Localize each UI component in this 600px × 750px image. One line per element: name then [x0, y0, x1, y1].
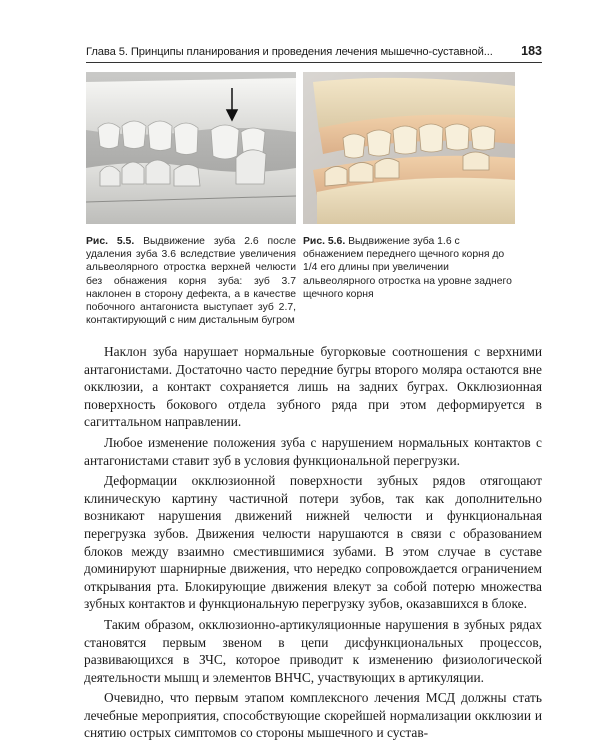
figure-5-5-label: Рис. 5.5. — [86, 236, 135, 247]
chapter-title: Глава 5. Принципы планирования и проведения лечения мышечно-суставной... — [86, 46, 493, 58]
paragraph: Любое изменение положения зуба с нарушением нормальных контактов с антагонистами ставит зуб в условия функциональной перегрузки. — [84, 434, 542, 468]
body-text — [84, 343, 542, 745]
running-header — [86, 42, 542, 63]
page-number: 183 — [521, 44, 542, 58]
figure-5-6-caption-text: Выдвижение зуба 1.6 с обнажением переднего щечного корня до 1/4 его длины при увеличении альвеолярного отростка на уровне заднего щечного корня — [303, 236, 512, 300]
figure-5-6-label: Рис. 5.6. — [303, 236, 346, 247]
figure-5-6-caption — [303, 235, 515, 301]
figure-5-5-photo — [86, 72, 296, 224]
figure-5-5-caption — [86, 235, 296, 327]
paragraph: Деформации окклюзионной поверхности зубных рядов отягощают клиническую картину частичной потери зубов, так как дополнительно возникают нарушения движений нижней челюсти и функциональная перегрузка зубов. Движения челюсти нарушаются в связи с образованием блоков между взаимно сместившимися зубами. В этом случае в суставе доминируют шарнирные движения, что нередко сопровождается ограничением открывания рта. Блокирующие движения влекут за собой потерю множества зубных контактов и функциональную перегрузку зубов, оказавшихся в блоке. — [84, 473, 542, 612]
figure-5-5-caption-text: Выдвижение зуба 2.6 после удаления зуба 3.6 вследствие увеличения альвеолярного отростка верхней челюсти без обнажения корня зуба: зуб 3.7 наклонен в сторону дефекта, а в качестве побочного антагониста выступает зуб 2.7, контактирующий с ним дистальным бугром — [86, 236, 296, 327]
paragraph: Наклон зуба нарушает нормальные бугорковые соотношения с верхними антагонистами. Достаточно часто передние бугры второго моляра остаются вне окклюзии, а контакт сохраняется лишь на задних буграх. Окклюзионная поверхность бокового отдела зубного ряда при этом деформируется в сагиттальном направлении. — [84, 344, 542, 430]
paragraph: Таким образом, окклюзионно-артикуляционные нарушения в зубных рядах становятся первым звеном в цепи дисфункциональных процессов, развивающихся в ЗЧС, которое приводит к изменению физиологической деятельности мышц и элементов ВНЧС, участвующих в артикуляции. — [84, 616, 542, 685]
paragraph: Очевидно, что первым этапом комплексного лечения МСД должны стать лечебные мероприятия, способствующие скорейшей нормализации окклюзии и снятию острых симптомов со стороны мышечного и сустав- — [84, 690, 542, 741]
figure-5-6-photo — [303, 72, 515, 224]
